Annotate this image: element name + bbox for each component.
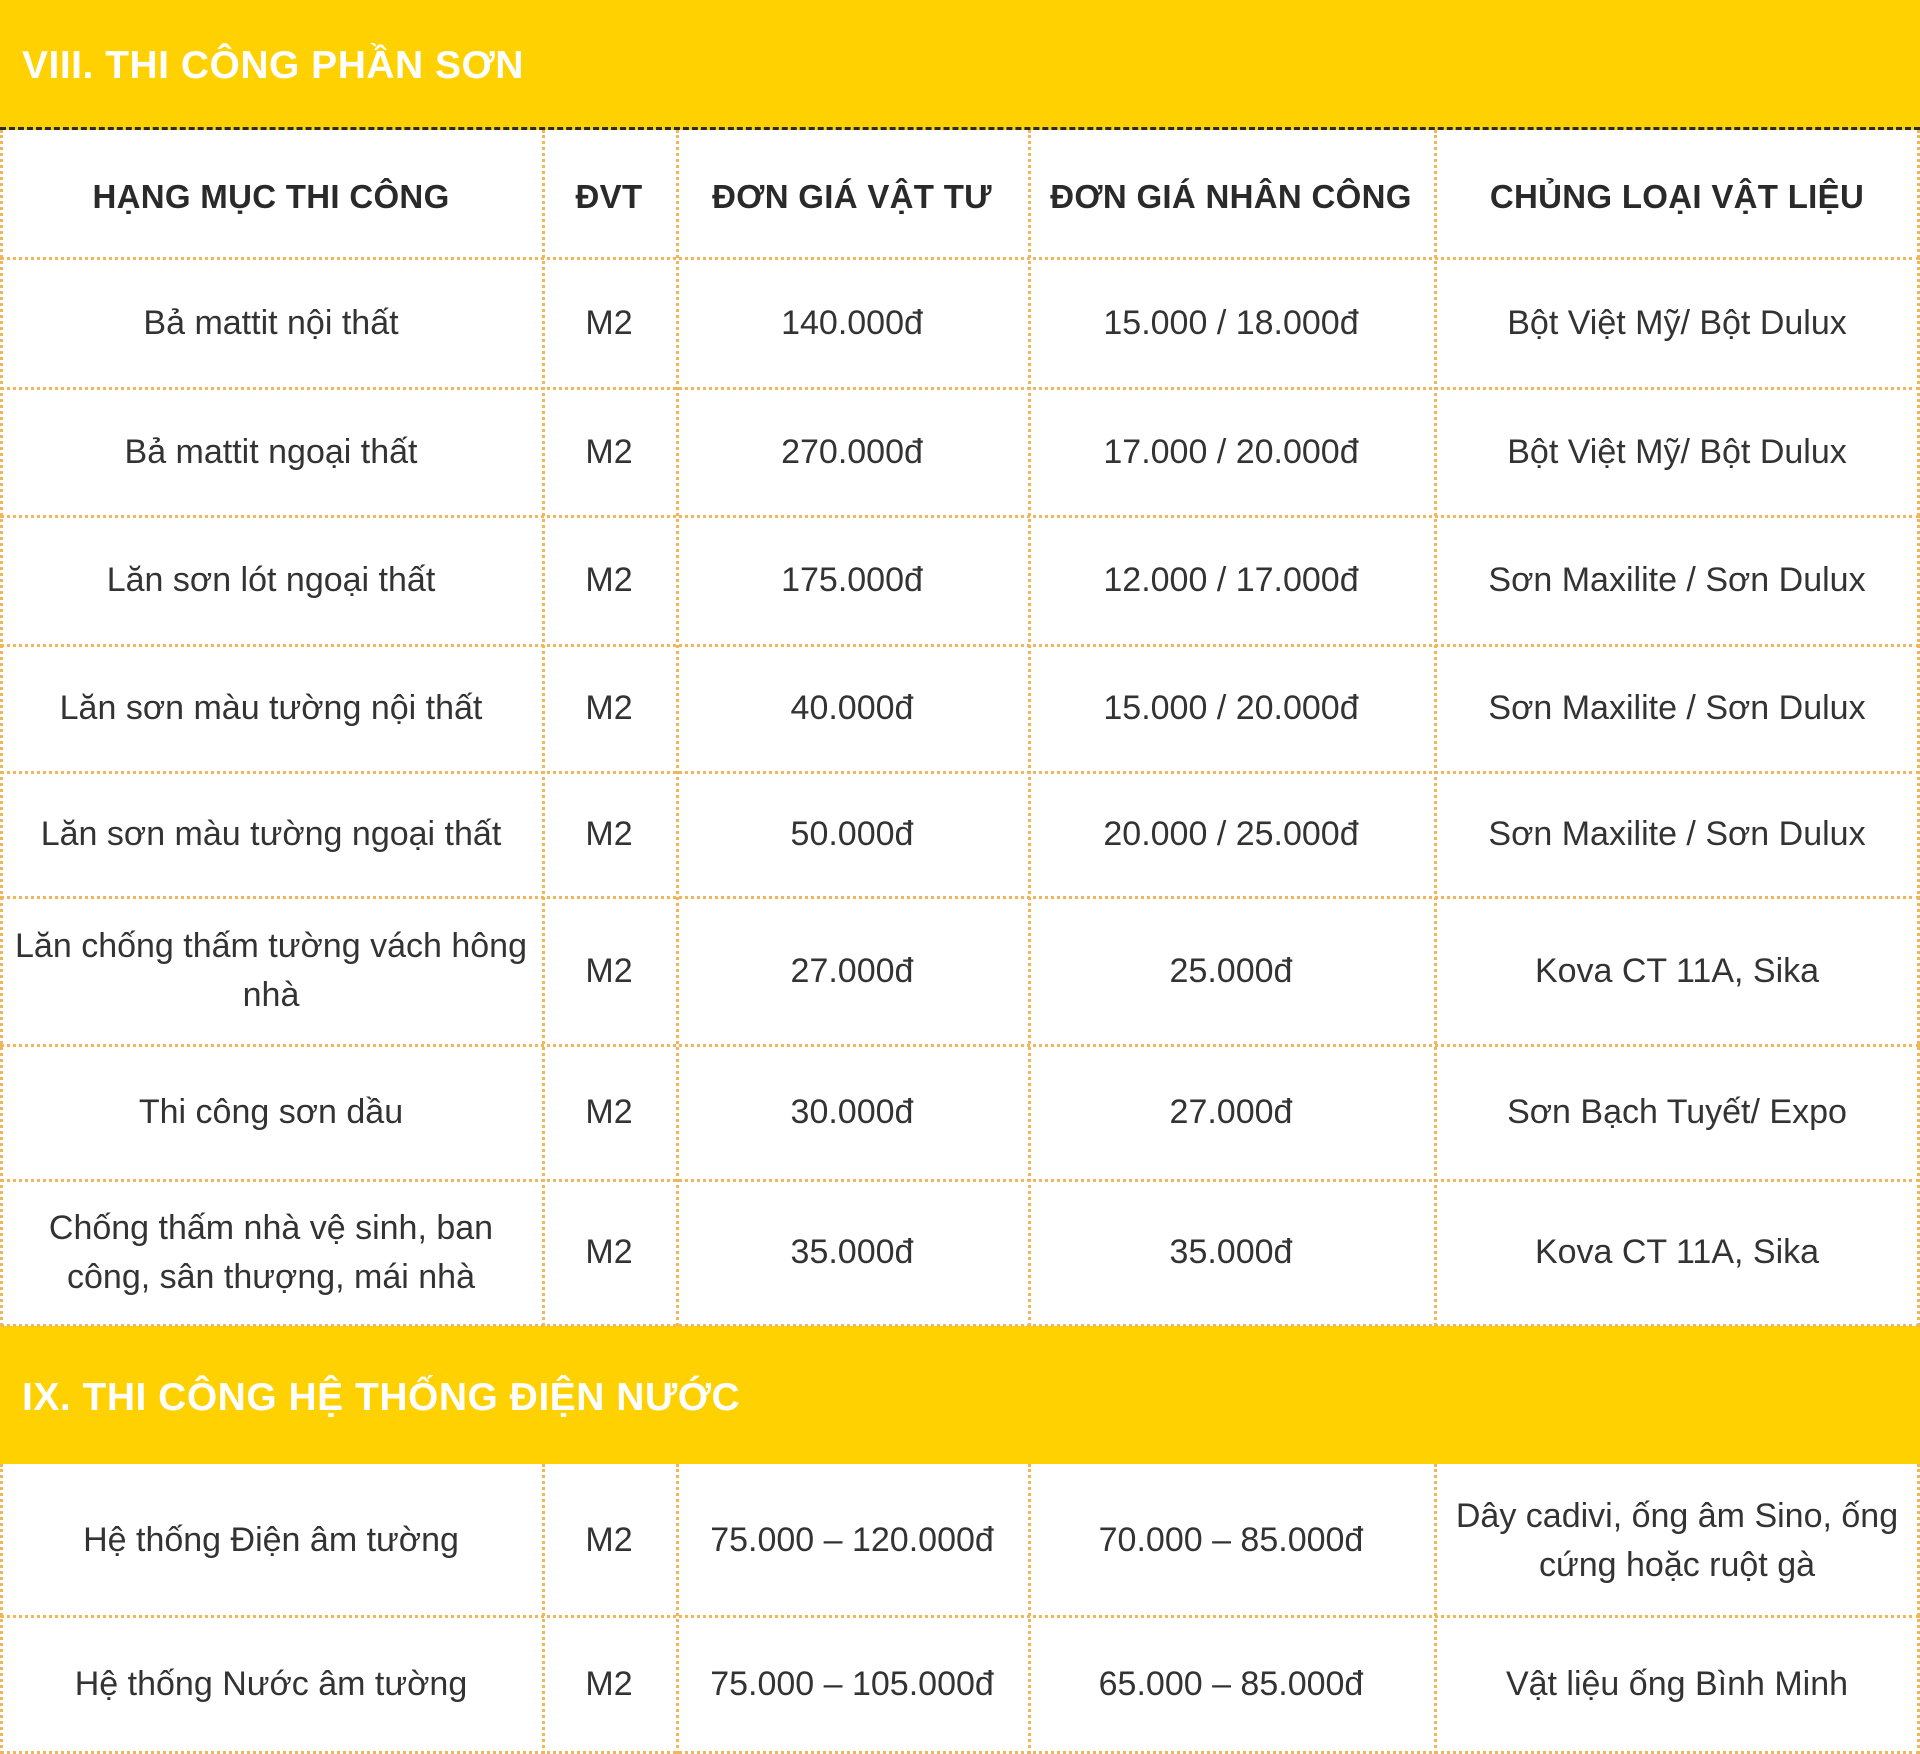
cell-material-price: 50.000đ xyxy=(790,815,914,853)
cell-unit: M2 xyxy=(585,815,633,853)
cell-unit: M2 xyxy=(585,1521,633,1559)
cell-item: Lăn sơn màu tường nội thất xyxy=(59,689,483,727)
cell-material-type: Sơn Maxilite / Sơn Dulux xyxy=(1488,815,1866,853)
column-header-item: HẠNG MỤC THI CÔNG xyxy=(92,177,450,215)
cell-material-type: Vật liệu ống Bình Minh xyxy=(1505,1665,1849,1703)
cell-labor-price: 15.000 / 20.000đ xyxy=(1103,689,1359,727)
cell-item: Lăn chống thấm tường vách hông nhà xyxy=(15,927,527,1014)
cell-unit: M2 xyxy=(585,1093,633,1131)
cell-unit: M2 xyxy=(585,303,633,342)
cell-material-type: Dây cadivi, ống âm Sino, ống cứng hoặc ruột gà xyxy=(1455,1496,1899,1584)
cell-item: Chống thấm nhà vệ sinh, ban công, sân thượng, mái nhà xyxy=(48,1208,494,1296)
cell-unit: M2 xyxy=(585,1233,633,1271)
cell-unit: M2 xyxy=(585,689,633,727)
cell-material-price: 75.000 – 120.000đ xyxy=(710,1521,994,1559)
cell-unit: M2 xyxy=(585,432,633,471)
cell-material-price: 140.000đ xyxy=(781,303,923,342)
cell-material-type: Kova CT 11A, Sika xyxy=(1534,1233,1820,1271)
cell-material-price: 35.000đ xyxy=(790,1233,914,1271)
cell-labor-price: 20.000 / 25.000đ xyxy=(1103,815,1359,853)
cell-item: Lăn sơn lót ngoại thất xyxy=(106,561,436,599)
cell-material-type: Bột Việt Mỹ/ Bột Dulux xyxy=(1507,432,1847,471)
cell-item: Lăn sơn màu tường ngoại thất xyxy=(40,815,502,853)
cell-material-price: 27.000đ xyxy=(790,951,914,990)
cell-material-type: Sơn Maxilite / Sơn Dulux xyxy=(1488,561,1866,599)
cell-labor-price: 12.000 / 17.000đ xyxy=(1103,561,1359,599)
section-8-title: VIII. THI CÔNG PHẦN SƠN xyxy=(22,44,524,87)
column-header-labor-price: ĐƠN GIÁ NHÂN CÔNG xyxy=(1050,177,1412,215)
cell-material-price: 270.000đ xyxy=(781,432,923,471)
cell-labor-price: 15.000 / 18.000đ xyxy=(1103,303,1359,342)
cell-item: Hệ thống Nước âm tường xyxy=(74,1665,468,1703)
cell-labor-price: 25.000đ xyxy=(1169,951,1293,990)
cell-material-type: Bột Việt Mỹ/ Bột Dulux xyxy=(1507,303,1847,342)
cell-labor-price: 65.000 – 85.000đ xyxy=(1098,1665,1364,1703)
cell-item: Hệ thống Điện âm tường xyxy=(83,1521,459,1559)
cell-material-price: 175.000đ xyxy=(781,561,923,599)
cell-unit: M2 xyxy=(585,1665,633,1703)
cell-material-type: Sơn Bạch Tuyết/ Expo xyxy=(1507,1093,1847,1131)
cell-labor-price: 27.000đ xyxy=(1169,1093,1293,1131)
cell-material-type: Kova CT 11A, Sika xyxy=(1534,951,1820,990)
cell-labor-price: 35.000đ xyxy=(1169,1233,1293,1271)
cell-item: Bả mattit ngoại thất xyxy=(124,432,418,471)
cell-material-price: 30.000đ xyxy=(790,1093,914,1131)
column-header-material-type: CHỦNG LOẠI VẬT LIỆU xyxy=(1489,177,1865,215)
cell-material-type: Sơn Maxilite / Sơn Dulux xyxy=(1488,689,1866,727)
column-header-unit: ĐVT xyxy=(575,177,643,215)
cell-item: Bả mattit nội thất xyxy=(143,303,399,342)
section-9-title: IX. THI CÔNG HỆ THỐNG ĐIỆN NƯỚC xyxy=(22,1376,741,1419)
cell-item: Thi công sơn dầu xyxy=(138,1093,404,1131)
column-header-material-price: ĐƠN GIÁ VẬT TƯ xyxy=(712,177,992,215)
cell-labor-price: 17.000 / 20.000đ xyxy=(1103,432,1359,471)
cell-labor-price: 70.000 – 85.000đ xyxy=(1098,1521,1364,1559)
cell-unit: M2 xyxy=(585,561,633,599)
cell-unit: M2 xyxy=(585,951,633,990)
cell-material-price: 40.000đ xyxy=(790,689,914,727)
cell-material-price: 75.000 – 105.000đ xyxy=(710,1665,994,1703)
